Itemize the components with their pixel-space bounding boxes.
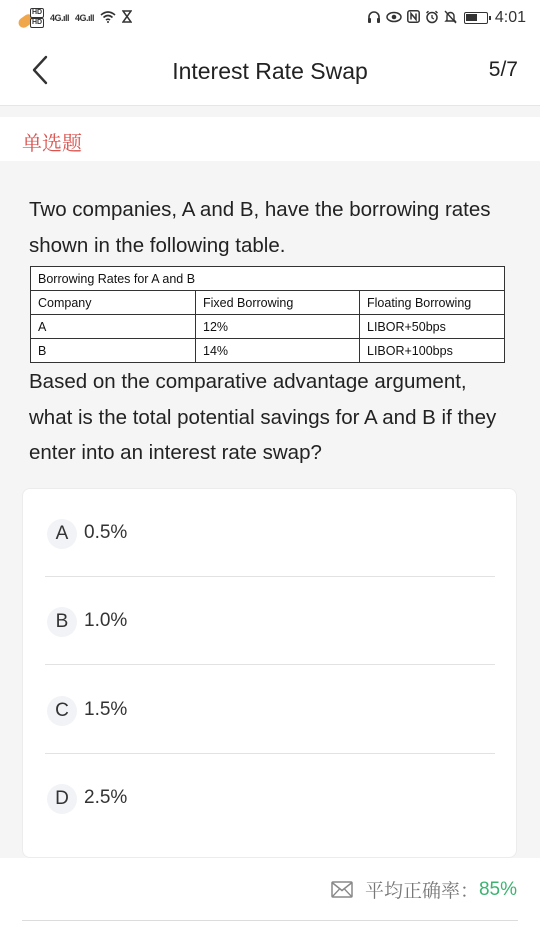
option-b[interactable]: [45, 577, 495, 665]
battery-icon: [464, 12, 488, 24]
mail-icon[interactable]: [331, 881, 353, 903]
wifi-icon: [100, 11, 116, 26]
table-caption-row: [31, 267, 505, 291]
option-letter: B: [47, 607, 77, 637]
option-c[interactable]: [45, 666, 495, 754]
question-prompt-text: Based on the comparative advantage argument, what is the total potential savings for A and B if they enter into an interest rate swap?: [29, 370, 497, 464]
eye-icon: [386, 11, 402, 26]
table-cell: 12%: [196, 315, 360, 339]
table-header-cell: Floating Borrowing: [360, 291, 505, 315]
table-caption: Borrowing Rates for A and B: [31, 267, 505, 291]
table-header-cell: Fixed Borrowing: [196, 291, 360, 315]
accuracy-label: 平均正确率：: [364, 880, 479, 902]
average-accuracy: [331, 876, 517, 903]
accuracy-value: 85%: [478, 878, 517, 900]
signal-4g-icon-2: 4G.ıll: [75, 13, 95, 23]
option-d[interactable]: [45, 754, 495, 842]
option-letter: A: [47, 519, 77, 549]
option-text: 2.5%: [84, 787, 128, 808]
hd-badge-2: HD: [32, 19, 43, 26]
app-notification-icon: [18, 8, 44, 28]
table-row: [31, 339, 505, 363]
hourglass-icon: [122, 10, 132, 26]
table-cell: LIBOR+100bps: [360, 339, 505, 363]
divider: [22, 920, 518, 921]
question-progress: 5/7: [488, 58, 518, 81]
status-time: 4:01: [494, 9, 526, 26]
status-bar: [0, 0, 540, 36]
signal-4g-icon: 4G.ıll: [50, 13, 70, 23]
app-header: [0, 36, 540, 106]
borrowing-rates-table: [30, 266, 505, 363]
table-cell: B: [31, 339, 196, 363]
option-a[interactable]: [45, 489, 495, 577]
table-cell: LIBOR+50bps: [360, 315, 505, 339]
table-row: [31, 315, 505, 339]
option-text: 1.5%: [84, 699, 128, 720]
table-cell: A: [31, 315, 196, 339]
options-card: [22, 488, 517, 858]
table-header-row: [31, 291, 505, 315]
page-title: Interest Rate Swap: [172, 58, 368, 84]
hd-badge: HD: [32, 9, 43, 16]
table-cell: 14%: [196, 339, 360, 363]
alarm-icon: [425, 10, 439, 27]
option-text: 1.0%: [84, 610, 128, 631]
option-text: 0.5%: [84, 522, 128, 543]
question-type-bar: [0, 117, 540, 161]
question-intro-text: Two companies, A and B, have the borrowing rates shown in the following table.: [29, 198, 491, 257]
option-letter: C: [47, 696, 77, 726]
divider: [45, 664, 495, 665]
question-type-label: 单选题: [22, 131, 82, 155]
nfc-icon: [407, 10, 420, 26]
mute-bell-icon: [444, 10, 457, 27]
table-header-cell: Company: [31, 291, 196, 315]
headphones-icon: [367, 10, 381, 27]
footer: [0, 858, 540, 931]
question-area: [0, 168, 540, 858]
option-letter: D: [47, 784, 77, 814]
